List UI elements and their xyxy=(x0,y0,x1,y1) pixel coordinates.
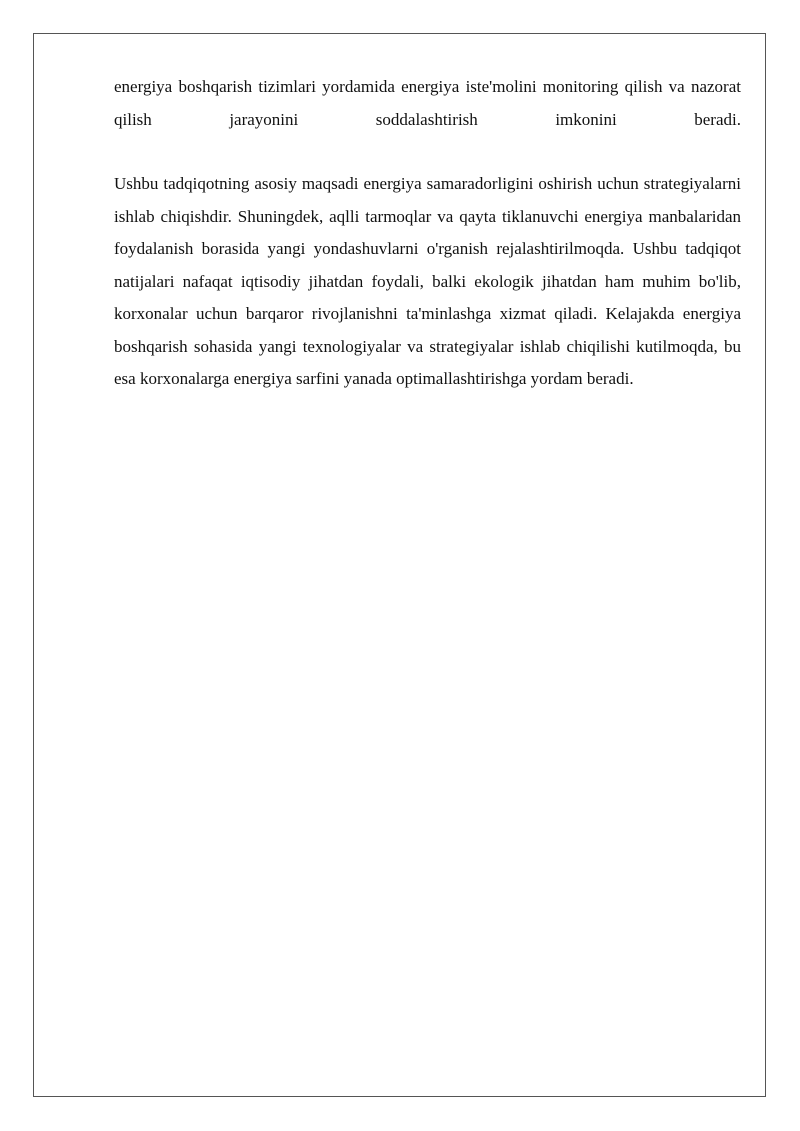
paragraph-intro: energiya boshqarish tizimlari yordamida energiya iste'molini monitoring qilish va nazorat qilish jarayonini soddalashtirish imkonini beradi. xyxy=(114,77,741,129)
paragraph-research-goal: Ushbu tadqiqotning asosiy maqsadi energiya samaradorligini oshirish uchun strategiyalarni ishlab chiqishdir. Shuningdek, aqlli tarmoqlar va qayta tiklanuvchi energiya manbalaridan foydalanish borasida yangi yondashuvlarni o'rganish rejalashtirilmoqda. Ushbu tadqiqot natijalari nafaqat iqtisodiy jihatdan foydali, balki ekologik jihatdan ham muhim bo'lib, korxonalar uchun barqaror rivojlanishni ta'minlashga xizmat qiladi. Kelajakda energiya boshqarish sohasida yangi texnologiyalar va strategiyalar ishlab chiqilishi kutilmoqda, bu esa korxonalarga energiya sarfini yanada optimallashtirishga yordam beradi. xyxy=(114,174,741,388)
page-body xyxy=(114,71,741,396)
